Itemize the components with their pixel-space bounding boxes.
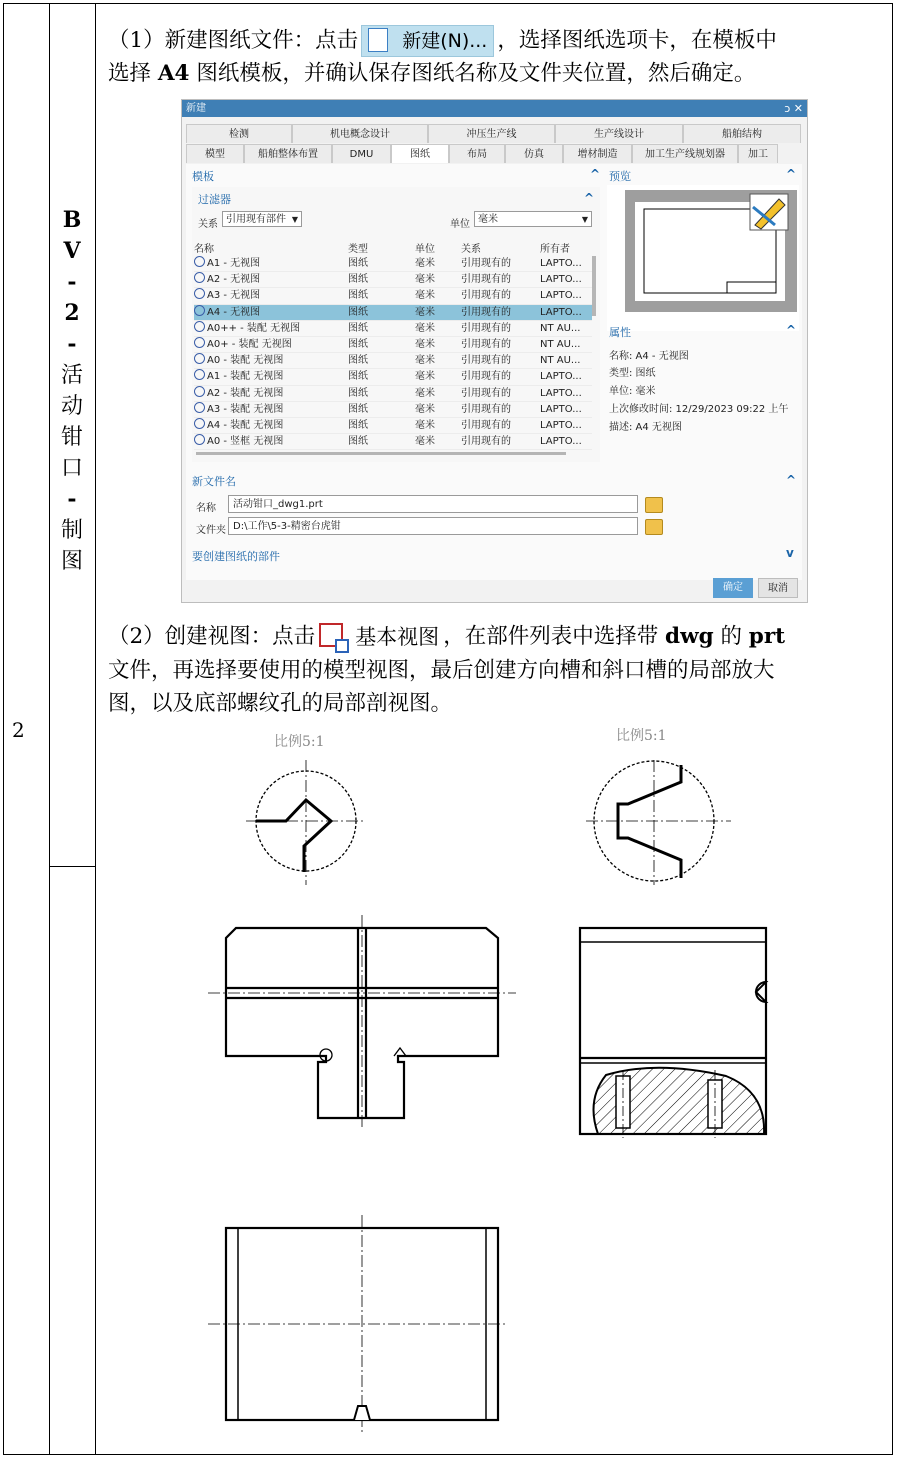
properties-section-header[interactable]: 属性 bbox=[609, 326, 631, 339]
preview-panel bbox=[607, 185, 799, 331]
template-cell bbox=[415, 288, 461, 303]
template-cell-text: A0++ - 装配 无视图 bbox=[207, 322, 301, 334]
template-cell bbox=[461, 386, 540, 401]
template-cell-text: A1 - 装配 无视图 bbox=[207, 371, 284, 383]
template-cell bbox=[194, 256, 348, 271]
template-cell bbox=[194, 272, 348, 287]
template-cell-text: A0 - 竖框 无视图 bbox=[207, 436, 284, 448]
tab-layout[interactable]: 布局 bbox=[449, 144, 505, 163]
drawing-preview-image bbox=[607, 185, 799, 331]
front-view bbox=[208, 915, 516, 1130]
template-cell bbox=[461, 288, 540, 303]
template-cell-text: NT AU... bbox=[540, 355, 581, 367]
template-cell bbox=[348, 369, 415, 384]
tab-simulation[interactable]: 仿真 bbox=[505, 144, 563, 163]
tab-line-design[interactable]: 生产线设计 bbox=[555, 124, 683, 143]
drawing-template-icon bbox=[194, 418, 205, 429]
new-file-dialog bbox=[181, 99, 808, 603]
template-cell-text: A1 - 无视图 bbox=[207, 258, 261, 269]
tab-machining-line[interactable]: 加工生产线规划器 bbox=[632, 144, 738, 163]
template-cell bbox=[540, 288, 592, 303]
template-cell bbox=[461, 321, 540, 336]
folder-label: 文件夹 bbox=[196, 525, 226, 536]
drawing-template-icon bbox=[194, 288, 205, 299]
template-cell bbox=[194, 288, 348, 303]
template-cell bbox=[540, 402, 592, 417]
step1-line2-bold: A4 bbox=[157, 61, 190, 86]
template-cell bbox=[194, 386, 348, 401]
title-char: 动 bbox=[60, 394, 83, 419]
dialog-titlebar bbox=[182, 100, 807, 117]
expand-icon[interactable]: v bbox=[786, 546, 794, 560]
new-button-label: 新建(N)... bbox=[402, 30, 488, 52]
template-cell-text: A4 - 装配 无视图 bbox=[207, 419, 284, 431]
template-cell bbox=[194, 402, 348, 417]
tab-mechatronics[interactable]: 机电概念设计 bbox=[292, 124, 428, 143]
template-cell-text: A4 - 无视图 bbox=[207, 306, 261, 318]
scale-label: 比例5:1 bbox=[274, 734, 325, 750]
template-row[interactable] bbox=[194, 256, 592, 272]
dialog-title: 新建 bbox=[186, 103, 206, 114]
template-cell-text: 引用现有的 bbox=[461, 419, 511, 431]
template-cell bbox=[415, 337, 461, 352]
step2-bold2: prt bbox=[748, 624, 786, 649]
cancel-button[interactable]: 取消 bbox=[758, 578, 798, 598]
horizontal-scrollbar[interactable] bbox=[196, 452, 566, 455]
relation-select-value: 引用现有部件 bbox=[226, 214, 286, 225]
template-cell-text: 图纸 bbox=[348, 338, 368, 350]
title-char: 钳 bbox=[60, 425, 83, 450]
template-cell-text: 引用现有的 bbox=[461, 355, 511, 367]
step1-line2-pre: 选择 bbox=[108, 61, 158, 86]
chevron-down-icon: ▼ bbox=[291, 215, 298, 224]
step2-line2: 文件，再选择要使用的模型视图，最后创建方向槽和斜口槽的局部放大 bbox=[108, 657, 775, 683]
title-char: - bbox=[67, 486, 77, 512]
tab-dmu[interactable]: DMU bbox=[332, 144, 391, 163]
new-file-section-header[interactable]: 新文件名 bbox=[192, 475, 236, 488]
folder-open-icon[interactable] bbox=[645, 519, 663, 535]
title-char: B bbox=[62, 207, 82, 233]
template-row[interactable] bbox=[194, 418, 592, 434]
template-cell-text: 图纸 bbox=[348, 371, 368, 383]
step1-suffix: ，选择图纸选项卡，在模板中 bbox=[497, 28, 777, 53]
column-header[interactable]: 名称 bbox=[194, 244, 214, 254]
template-row[interactable] bbox=[194, 321, 592, 337]
template-cell bbox=[348, 434, 415, 449]
template-cell bbox=[540, 305, 592, 320]
section-title bbox=[50, 205, 94, 577]
drawing-template-icon bbox=[194, 272, 205, 283]
template-cell bbox=[348, 272, 415, 287]
step2-paragraph bbox=[108, 620, 882, 720]
template-cell-text: 毫米 bbox=[415, 387, 435, 399]
collapse-icon[interactable]: ^ bbox=[786, 167, 797, 181]
template-cell-text: 引用现有的 bbox=[461, 387, 511, 399]
collapse-icon[interactable]: ^ bbox=[584, 191, 595, 205]
template-cell-text: 引用现有的 bbox=[461, 274, 511, 286]
tab-drawing[interactable]: 图纸 bbox=[391, 144, 449, 163]
template-cell bbox=[348, 402, 415, 417]
template-cell bbox=[348, 321, 415, 336]
template-cell bbox=[540, 256, 592, 271]
template-cell-text: 引用现有的 bbox=[461, 436, 511, 448]
template-cell-text: A0+ - 装配 无视图 bbox=[207, 338, 292, 350]
property-name: 名称: A4 - 无视图 bbox=[609, 351, 689, 362]
template-row[interactable] bbox=[194, 337, 592, 353]
template-cell bbox=[540, 337, 592, 352]
template-cell-text: LAPTO... bbox=[540, 274, 582, 286]
template-cell bbox=[415, 434, 461, 449]
template-cell bbox=[348, 386, 415, 401]
folder-open-icon[interactable] bbox=[645, 497, 663, 513]
column-header[interactable]: 类型 bbox=[348, 244, 368, 255]
template-cell-text: LAPTO... bbox=[540, 436, 582, 448]
drawing-template-icon bbox=[194, 434, 205, 445]
unit-label: 单位 bbox=[450, 219, 470, 230]
title-char: - bbox=[67, 331, 77, 357]
preview-section-header[interactable]: 预览 bbox=[609, 170, 631, 183]
template-cell-text: 毫米 bbox=[415, 338, 435, 350]
collapse-icon[interactable]: ^ bbox=[786, 473, 797, 487]
scrollbar-thumb[interactable] bbox=[592, 256, 596, 316]
drawing-template-icon bbox=[194, 402, 205, 413]
template-cell-text: 图纸 bbox=[348, 306, 368, 318]
collapse-icon[interactable]: ^ bbox=[786, 323, 797, 337]
collapse-icon[interactable]: ^ bbox=[590, 167, 601, 181]
template-cell-text: LAPTO... bbox=[540, 290, 582, 302]
template-cell-text: 图纸 bbox=[348, 290, 368, 302]
template-cell bbox=[194, 337, 348, 352]
template-cell bbox=[194, 321, 348, 336]
tab-machining[interactable]: 加工 bbox=[738, 144, 778, 163]
tab-row-1 bbox=[186, 124, 801, 143]
template-cell bbox=[461, 353, 540, 368]
template-cell bbox=[348, 288, 415, 303]
file-name-input[interactable]: 活动钳口_dwg1.prt bbox=[228, 495, 638, 513]
column-header[interactable]: 所有者 bbox=[540, 244, 570, 254]
property-modified: 上次修改时间: 12/29/2023 09:22 上午 bbox=[609, 404, 789, 415]
title-char: 图 bbox=[60, 549, 83, 574]
template-cell bbox=[415, 305, 461, 320]
template-row[interactable] bbox=[194, 353, 592, 369]
unit-select-value: 毫米 bbox=[478, 214, 498, 225]
template-row[interactable] bbox=[194, 402, 592, 418]
template-cell-text: 图纸 bbox=[348, 436, 368, 448]
template-cell bbox=[461, 256, 540, 271]
template-cell-text: 毫米 bbox=[415, 290, 435, 302]
template-cell bbox=[540, 434, 592, 449]
template-cell-text: NT AU... bbox=[540, 338, 581, 350]
tab-additive[interactable]: 增材制造 bbox=[563, 144, 632, 163]
dialog-controls[interactable]: ↄ ✕ bbox=[784, 102, 803, 115]
template-cell bbox=[461, 369, 540, 384]
template-cell-text: 引用现有的 bbox=[461, 306, 511, 318]
template-cell bbox=[540, 321, 592, 336]
drawing-template-icon bbox=[194, 256, 205, 267]
template-cell-text: NT AU... bbox=[540, 322, 581, 334]
drawing-template-icon bbox=[194, 369, 205, 380]
template-cell bbox=[415, 272, 461, 287]
template-cell-text: 图纸 bbox=[348, 419, 368, 431]
template-cell bbox=[540, 369, 592, 384]
template-cell bbox=[540, 272, 592, 287]
step2-mid2: 的 bbox=[713, 624, 749, 649]
template-cell bbox=[540, 418, 592, 433]
template-row[interactable] bbox=[194, 288, 592, 304]
template-cell bbox=[415, 418, 461, 433]
template-row[interactable] bbox=[194, 305, 592, 321]
drawing-template-icon bbox=[194, 305, 205, 316]
title-char: V bbox=[63, 238, 81, 264]
parts-section-header[interactable]: 要创建图纸的部件 bbox=[192, 550, 280, 563]
tab-inspection[interactable]: 检测 bbox=[186, 124, 292, 143]
title-char: - bbox=[67, 269, 77, 295]
title-char: 制 bbox=[60, 518, 83, 543]
template-cell bbox=[348, 337, 415, 352]
template-cell bbox=[194, 434, 348, 449]
template-cell bbox=[461, 418, 540, 433]
base-view-icon bbox=[319, 623, 343, 647]
template-cell-text: 图纸 bbox=[348, 403, 368, 415]
template-cell-text: 引用现有的 bbox=[461, 290, 511, 302]
template-cell-text: A3 - 无视图 bbox=[207, 290, 261, 302]
template-cell-text: 图纸 bbox=[348, 387, 368, 399]
template-cell-text: 毫米 bbox=[415, 371, 435, 383]
tab-ship-layout[interactable]: 船舶整体布置 bbox=[244, 144, 332, 163]
template-cell bbox=[194, 305, 348, 320]
template-cell-text: A0 - 装配 无视图 bbox=[207, 355, 284, 367]
step1-line2-post: 图纸模板，并确认保存图纸名称及文件夹位置，然后确定。 bbox=[189, 61, 756, 86]
tab-model[interactable]: 模型 bbox=[186, 144, 244, 163]
template-cell-text: 毫米 bbox=[415, 306, 435, 318]
template-cell-text: LAPTO... bbox=[540, 403, 582, 415]
template-cell bbox=[461, 305, 540, 320]
template-cell-text: 图纸 bbox=[348, 258, 368, 269]
step1-prefix: （1）新建图纸文件：点击 bbox=[108, 28, 359, 53]
template-cell bbox=[415, 256, 461, 271]
template-cell-text: 引用现有的 bbox=[461, 403, 511, 415]
template-cell bbox=[461, 337, 540, 352]
template-cell bbox=[415, 321, 461, 336]
template-cell-text: A3 - 装配 无视图 bbox=[207, 403, 284, 415]
template-cell-text: LAPTO... bbox=[540, 306, 582, 318]
name-label: 名称 bbox=[196, 503, 216, 514]
title-char: 活 bbox=[60, 363, 83, 388]
template-cell-text: A2 - 无视图 bbox=[207, 274, 261, 286]
step2-prefix: （2）创建视图：点击 bbox=[108, 624, 316, 649]
template-cell-text: 毫米 bbox=[415, 403, 435, 415]
property-description: 描述: A4 无视图 bbox=[609, 422, 682, 433]
template-cell bbox=[415, 353, 461, 368]
property-unit: 单位: 毫米 bbox=[609, 386, 656, 397]
template-cell bbox=[415, 402, 461, 417]
drawing-template-icon bbox=[194, 337, 205, 348]
relation-label: 关系 bbox=[198, 219, 218, 230]
drawing-template-icon bbox=[194, 321, 205, 332]
tab-row-2 bbox=[186, 144, 778, 163]
side-view bbox=[580, 928, 766, 1138]
unit-select[interactable] bbox=[474, 211, 592, 227]
step2-line3: 图，以及底部螺纹孔的局部剖视图。 bbox=[108, 690, 453, 716]
step2-mid1: ，在部件列表中选择带 bbox=[443, 624, 666, 649]
base-view-button-image bbox=[319, 621, 439, 654]
template-cell-text: LAPTO... bbox=[540, 371, 582, 383]
template-row[interactable] bbox=[194, 272, 592, 288]
template-cell-text: A2 - 装配 无视图 bbox=[207, 387, 284, 399]
template-cell-text: 引用现有的 bbox=[461, 371, 511, 383]
template-cell bbox=[348, 256, 415, 271]
template-cell bbox=[348, 353, 415, 368]
template-cell bbox=[348, 305, 415, 320]
template-row[interactable] bbox=[194, 369, 592, 385]
top-view bbox=[208, 1215, 508, 1432]
title-char: 2 bbox=[64, 300, 80, 326]
scale-label: 比例5:1 bbox=[616, 728, 667, 744]
template-cell-text: 毫米 bbox=[415, 322, 435, 334]
template-cell-text: 毫米 bbox=[415, 419, 435, 431]
template-cell bbox=[415, 369, 461, 384]
template-cell bbox=[348, 418, 415, 433]
template-cell-text: 毫米 bbox=[415, 436, 435, 448]
template-cell bbox=[540, 386, 592, 401]
drawing-template-icon bbox=[194, 386, 205, 397]
engineering-drawing bbox=[96, 720, 886, 1450]
column-header[interactable]: 单位 bbox=[415, 244, 435, 255]
template-cell-text: 毫米 bbox=[415, 355, 435, 367]
template-cell bbox=[194, 369, 348, 384]
template-cell bbox=[540, 353, 592, 368]
column-header[interactable]: 关系 bbox=[461, 244, 481, 255]
template-row[interactable] bbox=[194, 434, 592, 450]
template-cell-text: 图纸 bbox=[348, 355, 368, 367]
folder-path-input[interactable]: D:\工作\5-3-精密台虎钳 bbox=[228, 517, 638, 535]
property-type: 类型: 图纸 bbox=[609, 368, 656, 379]
template-cell bbox=[194, 353, 348, 368]
new-button-image bbox=[361, 25, 494, 57]
template-cell-text: LAPTO... bbox=[540, 258, 582, 269]
template-cell-text: 引用现有的 bbox=[461, 338, 511, 350]
tab-ship-structure[interactable]: 船舶结构 bbox=[683, 124, 801, 143]
template-cell-text: LAPTO... bbox=[540, 387, 582, 399]
base-view-label: 基本视图 bbox=[355, 624, 440, 649]
template-row[interactable] bbox=[194, 386, 592, 402]
step2-bold1: dwg bbox=[665, 624, 714, 649]
tab-press-line[interactable]: 冲压生产线 bbox=[428, 124, 555, 143]
step-number: 2 bbox=[12, 718, 25, 742]
template-cell-text: 图纸 bbox=[348, 274, 368, 286]
template-cell-text: 引用现有的 bbox=[461, 322, 511, 334]
row-divider bbox=[49, 866, 96, 867]
template-cell-text: 图纸 bbox=[348, 322, 368, 334]
filter-section-header[interactable]: 过滤器 bbox=[198, 193, 231, 206]
drawing-template-icon bbox=[194, 353, 205, 364]
template-grid-header bbox=[194, 240, 592, 254]
template-cell-text: 毫米 bbox=[415, 258, 435, 269]
template-section-header[interactable]: 模板 bbox=[192, 170, 214, 183]
template-cell bbox=[194, 418, 348, 433]
chevron-down-icon: ▼ bbox=[581, 215, 588, 224]
template-cell-text: LAPTO... bbox=[540, 419, 582, 431]
template-cell bbox=[461, 272, 540, 287]
template-cell-text: 毫米 bbox=[415, 274, 435, 286]
new-document-icon bbox=[368, 28, 388, 52]
template-cell bbox=[461, 402, 540, 417]
step1-paragraph bbox=[108, 24, 882, 90]
relation-select[interactable] bbox=[222, 211, 302, 227]
title-char: 口 bbox=[60, 456, 83, 481]
template-cell-text: 引用现有的 bbox=[461, 258, 511, 269]
ok-button[interactable]: 确定 bbox=[713, 578, 753, 598]
template-list bbox=[194, 256, 592, 450]
template-cell bbox=[461, 434, 540, 449]
template-cell bbox=[415, 386, 461, 401]
